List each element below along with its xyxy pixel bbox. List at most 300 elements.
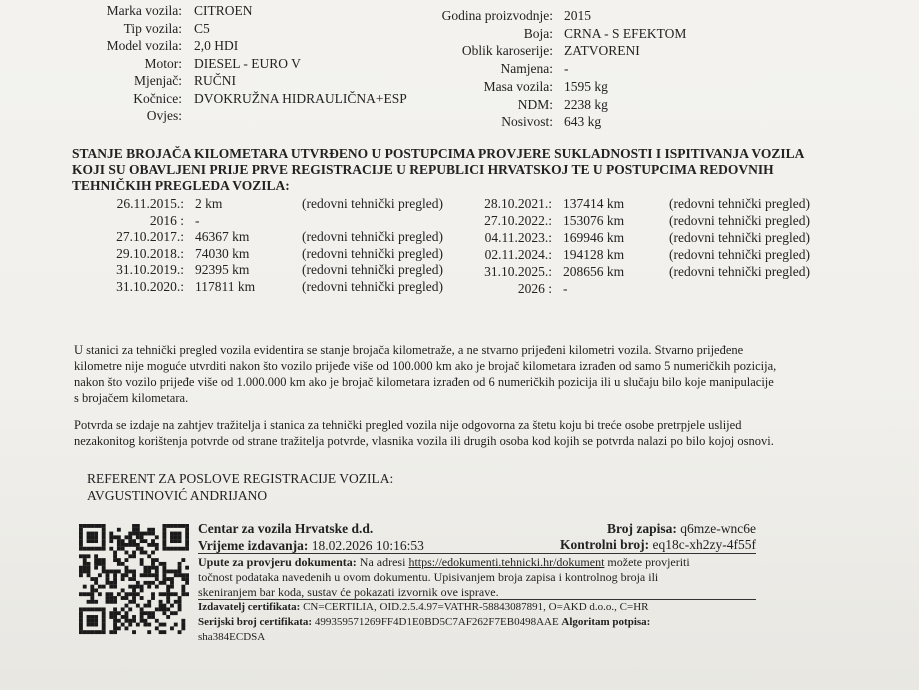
qr-module — [113, 577, 117, 581]
vehicle-field-value: 2015 — [564, 8, 591, 23]
qr-module — [143, 611, 147, 615]
qr-module — [170, 532, 174, 536]
qr-module — [102, 547, 106, 551]
qr-module — [143, 566, 147, 570]
qr-module — [94, 600, 98, 604]
qr-module — [109, 630, 113, 634]
qr-module — [125, 573, 129, 577]
qr-module — [185, 543, 189, 547]
qr-module — [155, 626, 159, 630]
qr-module — [79, 524, 83, 528]
qr-module — [140, 596, 144, 600]
qr-module — [94, 532, 98, 536]
qr-module — [117, 535, 121, 539]
qr-module — [132, 619, 136, 623]
vehicle-field-label: NDM: — [517, 96, 553, 112]
qr-module — [87, 566, 91, 570]
qr-module — [113, 585, 117, 589]
qr-module — [143, 570, 147, 574]
qr-module — [90, 623, 94, 627]
qr-module — [128, 607, 132, 611]
record-label: Broj zapisa: — [607, 521, 677, 536]
odometer-date: 31.10.2020.: — [116, 278, 184, 294]
qr-module — [113, 596, 117, 600]
qr-module — [181, 626, 185, 630]
qr-module — [132, 592, 136, 596]
qr-module — [162, 524, 166, 528]
odometer-km: 2 km — [195, 196, 223, 211]
vehicle-field-label: Motor: — [144, 55, 182, 71]
qr-module — [140, 573, 144, 577]
qr-module — [140, 585, 144, 589]
paragraph-line: kilometre nije moguće utvrditi nakon što vozilo prijeđe više od 100.000 km ako je brojač kilometara izrađen od samo 5 numeričkih pozicija, — [74, 359, 777, 373]
vehicle-field-value: - — [564, 61, 569, 77]
qr-module — [178, 573, 182, 577]
qr-module — [83, 570, 87, 574]
qr-module — [125, 535, 129, 539]
verify-link[interactable]: https://edokumenti.tehnicki.hr/dokument — [408, 555, 605, 569]
qr-module — [140, 619, 144, 623]
qr-module — [94, 535, 98, 539]
qr-module — [125, 615, 129, 619]
qr-module — [162, 607, 166, 611]
qr-module — [94, 630, 98, 634]
qr-module — [128, 532, 132, 536]
qr-module — [147, 581, 151, 585]
qr-module — [166, 585, 170, 589]
qr-module — [155, 547, 159, 551]
qr-module — [113, 611, 117, 615]
qr-module — [147, 623, 151, 627]
qr-module — [132, 570, 136, 574]
qr-module — [181, 592, 185, 596]
odometer-km: - — [563, 281, 568, 296]
qr-module — [132, 554, 136, 558]
qr-module — [162, 535, 166, 539]
qr-module — [155, 566, 159, 570]
qr-module — [162, 623, 166, 627]
qr-module — [128, 592, 132, 596]
qr-module — [155, 543, 159, 547]
qr-module — [79, 535, 83, 539]
qr-module — [132, 551, 136, 555]
qr-module — [147, 573, 151, 577]
qr-module — [185, 528, 189, 532]
qr-module — [121, 577, 125, 581]
qr-module — [151, 562, 155, 566]
qr-module — [121, 588, 125, 592]
footer-divider-2 — [198, 599, 756, 600]
qr-module — [136, 524, 140, 528]
qr-module — [136, 528, 140, 532]
footer-record — [607, 521, 756, 537]
qr-module — [90, 615, 94, 619]
qr-module — [102, 562, 106, 566]
qr-module — [140, 539, 144, 543]
odometer-date: 31.10.2025.: — [484, 264, 552, 279]
vehicle-field-label: Namjena: — [500, 61, 553, 77]
qr-module — [166, 592, 170, 596]
odometer-date: 04.11.2023.: — [484, 230, 552, 245]
qr-module — [102, 558, 106, 562]
qr-module — [166, 577, 170, 581]
qr-module — [94, 619, 98, 623]
qr-module — [159, 607, 163, 611]
qr-module — [117, 547, 121, 551]
odometer-type: (redovni tehnički pregled) — [302, 245, 443, 261]
odometer-km: 194128 km — [563, 247, 625, 262]
qr-module — [79, 532, 83, 536]
qr-module — [178, 607, 182, 611]
footer-org: Centar za vozila Hrvatske d.d. — [198, 521, 374, 536]
qr-module — [117, 592, 121, 596]
issued-label: Vrijeme izdavanja: — [198, 538, 309, 553]
qr-module — [102, 615, 106, 619]
qr-module — [87, 573, 91, 577]
qr-module — [166, 615, 170, 619]
qr-module — [174, 623, 178, 627]
qr-module — [155, 585, 159, 589]
qr-module — [140, 551, 144, 555]
qr-module — [83, 585, 87, 589]
qr-module — [87, 592, 91, 596]
qr-module — [174, 539, 178, 543]
vehicle-field-value: 643 kg — [564, 114, 602, 130]
qr-module — [140, 562, 144, 566]
qr-module — [159, 592, 163, 596]
qr-module — [94, 607, 98, 611]
qr-module — [90, 539, 94, 543]
qr-module — [132, 543, 136, 547]
qr-module — [162, 604, 166, 608]
qr-module — [147, 600, 151, 604]
qr-module — [102, 626, 106, 630]
qr-module — [125, 551, 129, 555]
qr-module — [90, 577, 94, 581]
qr-module — [102, 585, 106, 589]
qr-module — [102, 524, 106, 528]
qr-module — [109, 539, 113, 543]
qr-module — [170, 585, 174, 589]
qr-module — [132, 528, 136, 532]
odometer-date: 29.10.2018.: — [116, 245, 184, 261]
qr-module — [178, 600, 182, 604]
qr-module — [155, 577, 159, 581]
paragraph-line: U stanici za tehnički pregled vozila evidentira se stanje brojača kilometraže, a ne stvarno prijeđeni kilometri vozila. Stvarno prijeđene — [74, 343, 744, 357]
qr-module — [90, 547, 94, 551]
qr-module — [147, 554, 151, 558]
qr-module — [106, 592, 110, 596]
qr-module — [136, 604, 140, 608]
algo-value: sha384ECDSA — [198, 631, 266, 643]
qr-module — [102, 630, 106, 634]
odometer-type: (redovni tehnički pregled) — [669, 247, 810, 262]
qr-module — [128, 623, 132, 627]
qr-module — [181, 585, 185, 589]
qr-module — [125, 558, 129, 562]
qr-module — [121, 539, 125, 543]
qr-module — [185, 524, 189, 528]
qr-module — [121, 573, 125, 577]
qr-module — [147, 543, 151, 547]
qr-module — [155, 535, 159, 539]
qr-module — [98, 585, 102, 589]
qr-module — [94, 566, 98, 570]
qr-module — [162, 543, 166, 547]
qr-module — [117, 562, 121, 566]
qr-module — [174, 573, 178, 577]
qr-module — [151, 611, 155, 615]
qr-module — [121, 615, 125, 619]
qr-module — [155, 573, 159, 577]
qr-module — [125, 570, 129, 574]
qr-module — [98, 547, 102, 551]
qr-module — [136, 585, 140, 589]
vehicle-field-label: Ovjes: — [146, 108, 182, 123]
qr-module — [132, 588, 136, 592]
qr-module — [125, 592, 129, 596]
odometer-km: 46367 km — [195, 229, 250, 244]
qr-module — [162, 577, 166, 581]
qr-module — [87, 619, 91, 623]
serial-label: Serijski broj certifikata: — [198, 616, 313, 628]
qr-module — [178, 596, 182, 600]
qr-module — [166, 600, 170, 604]
qr-module — [83, 524, 87, 528]
qr-module — [113, 623, 117, 627]
qr-module — [143, 573, 147, 577]
qr-module — [143, 532, 147, 536]
qr-module — [170, 611, 174, 615]
qr-module — [159, 623, 163, 627]
qr-module — [79, 592, 83, 596]
qr-code — [79, 523, 189, 635]
qr-module — [90, 592, 94, 596]
qr-module — [125, 611, 129, 615]
paragraph-line: nezakonitog korištenja potvrde od strane tražitelja potvrde, vlasnika vozila ili drugih osoba kod kojih se potvrda nalazi po bilo kojoj osnovi. — [74, 434, 774, 448]
vehicle-field-label: Nosivost: — [501, 114, 553, 130]
qr-module — [98, 562, 102, 566]
qr-module — [83, 592, 87, 596]
qr-module — [125, 566, 129, 570]
qr-module — [162, 592, 166, 596]
qr-module — [79, 626, 83, 630]
odometer-date: 27.10.2017.: — [116, 229, 184, 244]
qr-module — [174, 547, 178, 551]
qr-module — [106, 570, 110, 574]
qr-module — [90, 588, 94, 592]
qr-module — [140, 611, 144, 615]
qr-module — [90, 596, 94, 600]
qr-module — [98, 630, 102, 634]
qr-module — [143, 581, 147, 585]
qr-module — [98, 607, 102, 611]
qr-module — [79, 611, 83, 615]
qr-module — [109, 585, 113, 589]
verify-line-3: skeniranjem bar koda, sustav će pokazati izvornik ove isprave. — [198, 585, 499, 599]
qr-module — [87, 539, 91, 543]
qr-module — [87, 600, 91, 604]
qr-module — [90, 532, 94, 536]
qr-module — [174, 535, 178, 539]
qr-module — [121, 596, 125, 600]
qr-module — [147, 604, 151, 608]
qr-module — [162, 562, 166, 566]
qr-module — [94, 558, 98, 562]
qr-module — [121, 543, 125, 547]
qr-module — [151, 528, 155, 532]
qr-module — [147, 532, 151, 536]
qr-module — [90, 535, 94, 539]
qr-module — [128, 554, 132, 558]
qr-module — [79, 615, 83, 619]
qr-module — [98, 524, 102, 528]
qr-module — [128, 535, 132, 539]
qr-module — [181, 547, 185, 551]
qr-module — [117, 626, 121, 630]
qr-module — [178, 562, 182, 566]
qr-module — [117, 570, 121, 574]
verify-post: možete provjeriti — [607, 555, 690, 569]
qr-module — [185, 566, 189, 570]
vehicle-field-label: Kočnice: — [133, 90, 182, 106]
qr-module — [151, 558, 155, 562]
qr-module — [170, 535, 174, 539]
qr-module — [174, 600, 178, 604]
odometer-km: 74030 km — [195, 245, 250, 261]
qr-module — [181, 588, 185, 592]
qr-module — [106, 573, 110, 577]
qr-module — [83, 607, 87, 611]
qr-module — [128, 619, 132, 623]
qr-module — [87, 524, 91, 528]
serial-value: 499359571269FF4D1E0BD5C7AF262F7EB0498AAE — [314, 616, 559, 628]
referent-name: AVGUSTINOVIĆ ANDRIJANO — [87, 488, 268, 503]
qr-module — [113, 558, 117, 562]
qr-module — [106, 600, 110, 604]
qr-module — [94, 539, 98, 543]
qr-module — [159, 630, 163, 634]
odometer-type: (redovni tehnički pregled) — [302, 196, 443, 211]
qr-module — [79, 607, 83, 611]
odometer-km: 92395 km — [195, 262, 250, 277]
qr-module — [83, 554, 87, 558]
qr-module — [109, 615, 113, 619]
qr-module — [147, 528, 151, 532]
qr-module — [178, 604, 182, 608]
qr-module — [87, 532, 91, 536]
odometer-type: (redovni tehnički pregled) — [302, 278, 443, 294]
qr-module — [109, 600, 113, 604]
odometer-date: 27.10.2022.: — [484, 213, 552, 228]
qr-module — [170, 604, 174, 608]
qr-module — [174, 524, 178, 528]
vehicle-field-label: Masa vozila: — [483, 78, 553, 94]
qr-module — [170, 539, 174, 543]
qr-module — [159, 562, 163, 566]
qr-module — [102, 539, 106, 543]
qr-module — [174, 611, 178, 615]
qr-module — [102, 543, 106, 547]
qr-module — [102, 535, 106, 539]
qr-module — [125, 604, 129, 608]
odometer-date: 2026 : — [517, 281, 552, 296]
qr-module — [128, 570, 132, 574]
qr-module — [174, 592, 178, 596]
odometer-km: 153076 km — [563, 213, 625, 228]
qr-module — [102, 570, 106, 574]
qr-module — [87, 630, 91, 634]
qr-module — [162, 547, 166, 551]
qr-module — [181, 577, 185, 581]
qr-module — [170, 626, 174, 630]
qr-module — [117, 619, 121, 623]
paragraph-line: nakon što vozilo prijeđe više od 1.000.000 km ako je brojač kilometara izrađen od 6 numeričkih pozicija ili u slučaju bilo koje manipulacije — [74, 375, 774, 389]
qr-module — [162, 630, 166, 634]
qr-module — [136, 592, 140, 596]
qr-module — [178, 566, 182, 570]
qr-module — [147, 570, 151, 574]
paragraph-line: s brojačem kilometara. — [74, 391, 189, 405]
qr-module — [178, 535, 182, 539]
qr-module — [128, 600, 132, 604]
qr-module — [113, 615, 117, 619]
qr-module — [90, 607, 94, 611]
qr-module — [87, 562, 91, 566]
qr-module — [79, 528, 83, 532]
qr-module — [136, 532, 140, 536]
qr-module — [151, 551, 155, 555]
qr-module — [159, 600, 163, 604]
qr-module — [147, 630, 151, 634]
odometer-type: (redovni tehnički pregled) — [669, 196, 810, 211]
qr-module — [178, 570, 182, 574]
vehicle-field-value: C5 — [194, 20, 210, 36]
qr-module — [143, 604, 147, 608]
qr-module — [87, 623, 91, 627]
vehicle-field-label: Godina proizvodnje: — [441, 8, 553, 23]
verify-label: Upute za provjeru dokumenta: — [198, 555, 357, 569]
odometer-date: 26.11.2015.: — [116, 196, 184, 211]
qr-module — [113, 554, 117, 558]
qr-module — [151, 592, 155, 596]
qr-module — [132, 539, 136, 543]
qr-module — [102, 623, 106, 627]
qr-module — [98, 592, 102, 596]
qr-module — [117, 543, 121, 547]
qr-module — [162, 570, 166, 574]
qr-module — [94, 588, 98, 592]
odometer-type: (redovni tehnički pregled) — [669, 230, 810, 245]
verify-pre: Na adresi — [359, 555, 406, 569]
qr-module — [178, 547, 182, 551]
qr-module — [83, 547, 87, 551]
qr-module — [117, 539, 121, 543]
qr-module — [155, 570, 159, 574]
qr-module — [79, 566, 83, 570]
qr-module — [185, 539, 189, 543]
footer-issued — [198, 538, 424, 554]
qr-module — [166, 547, 170, 551]
qr-module — [143, 539, 147, 543]
qr-module — [185, 532, 189, 536]
odometer-date: 02.11.2024.: — [484, 247, 552, 262]
odometer-date: 31.10.2019.: — [116, 262, 184, 277]
qr-module — [102, 607, 106, 611]
odometer-km: 208656 km — [563, 264, 625, 279]
qr-module — [140, 547, 144, 551]
qr-module — [140, 535, 144, 539]
